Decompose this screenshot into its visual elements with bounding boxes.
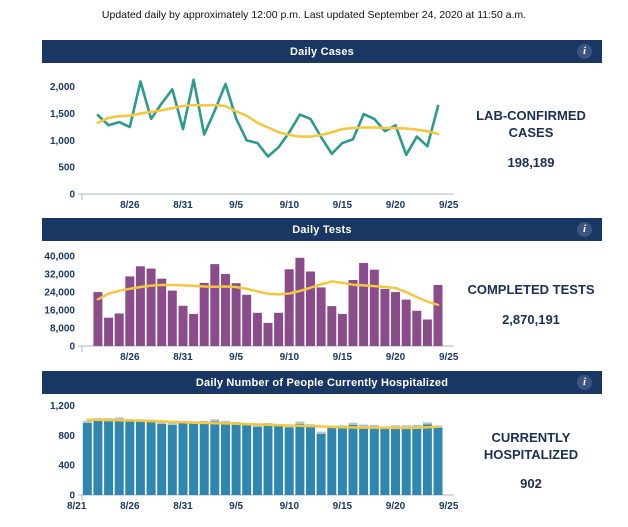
daily-cases-card	[42, 40, 602, 215]
daily-tests-chart[interactable]	[42, 241, 460, 368]
svg-text:2,000: 2,000	[49, 82, 75, 94]
svg-text:32,000: 32,000	[44, 269, 75, 281]
hospitalized-card	[42, 371, 602, 527]
svg-text:9/20: 9/20	[385, 352, 406, 363]
svg-text:0: 0	[69, 341, 75, 353]
svg-text:8/31: 8/31	[173, 200, 193, 211]
svg-text:500: 500	[58, 162, 75, 174]
svg-text:9/25: 9/25	[438, 200, 459, 211]
hospitalized-header	[42, 371, 602, 394]
currently-hospitalized-summary	[460, 394, 602, 527]
svg-text:9/10: 9/10	[279, 352, 300, 363]
summary-label: COMPLETED TESTS	[467, 282, 595, 298]
summary-value: 198,189	[507, 154, 555, 170]
svg-text:9/5: 9/5	[229, 501, 244, 512]
svg-text:1,000: 1,000	[49, 135, 75, 147]
chart-title: Daily Tests	[292, 223, 352, 236]
daily-cases-chart[interactable]	[42, 63, 460, 215]
svg-text:9/15: 9/15	[332, 501, 353, 512]
daily-cases-body	[42, 63, 602, 215]
svg-text:9/25: 9/25	[438, 501, 459, 512]
svg-text:9/20: 9/20	[385, 501, 406, 512]
svg-text:16,000: 16,000	[44, 305, 75, 317]
lab-confirmed-summary	[460, 63, 602, 215]
summary-label: CURRENTLY HOSPITALIZED	[483, 429, 579, 462]
svg-text:8/21: 8/21	[66, 501, 87, 512]
svg-text:8,000: 8,000	[49, 323, 75, 335]
chart-title: Daily Cases	[290, 45, 354, 58]
svg-text:0: 0	[69, 189, 75, 201]
update-note: Updated daily by approximately 12:00 p.m. Last updated September 24, 2020 at 11:50 a.m.	[101, 9, 527, 21]
svg-text:8/26: 8/26	[120, 501, 140, 512]
svg-text:800: 800	[58, 430, 75, 442]
svg-text:400: 400	[58, 460, 75, 472]
completed-tests-summary	[460, 241, 602, 368]
daily-tests-header	[42, 218, 602, 241]
info-icon[interactable]: i	[577, 375, 592, 390]
summary-value: 902	[520, 476, 542, 492]
svg-text:9/5: 9/5	[229, 200, 244, 211]
hospitalized-chart[interactable]	[42, 394, 460, 527]
svg-text:8/31: 8/31	[173, 501, 193, 512]
svg-text:24,000: 24,000	[44, 287, 75, 299]
daily-tests-card	[42, 218, 602, 368]
svg-text:0: 0	[69, 490, 75, 502]
hospitalized-body	[42, 394, 602, 527]
chart-title: Daily Number of People Currently Hospitalized	[195, 376, 449, 389]
svg-text:40,000: 40,000	[44, 251, 75, 263]
summary-value: 2,870,191	[502, 311, 560, 327]
svg-text:1,500: 1,500	[49, 109, 75, 120]
svg-text:9/10: 9/10	[279, 501, 300, 512]
svg-text:8/26: 8/26	[120, 200, 140, 211]
summary-label: LAB-CONFIRMED CASES	[476, 108, 586, 140]
svg-text:8/26: 8/26	[120, 352, 140, 363]
daily-cases-header	[42, 40, 602, 63]
svg-text:9/15: 9/15	[332, 352, 353, 363]
svg-text:9/25: 9/25	[438, 352, 459, 363]
svg-text:8/31: 8/31	[173, 352, 193, 363]
daily-tests-body	[42, 241, 602, 368]
svg-text:9/15: 9/15	[332, 200, 353, 211]
svg-text:1,200: 1,200	[49, 401, 75, 412]
svg-text:9/10: 9/10	[279, 200, 300, 211]
info-icon[interactable]: i	[577, 222, 592, 237]
svg-text:9/5: 9/5	[229, 352, 244, 363]
info-icon[interactable]: i	[577, 44, 592, 59]
svg-text:9/20: 9/20	[385, 200, 406, 211]
